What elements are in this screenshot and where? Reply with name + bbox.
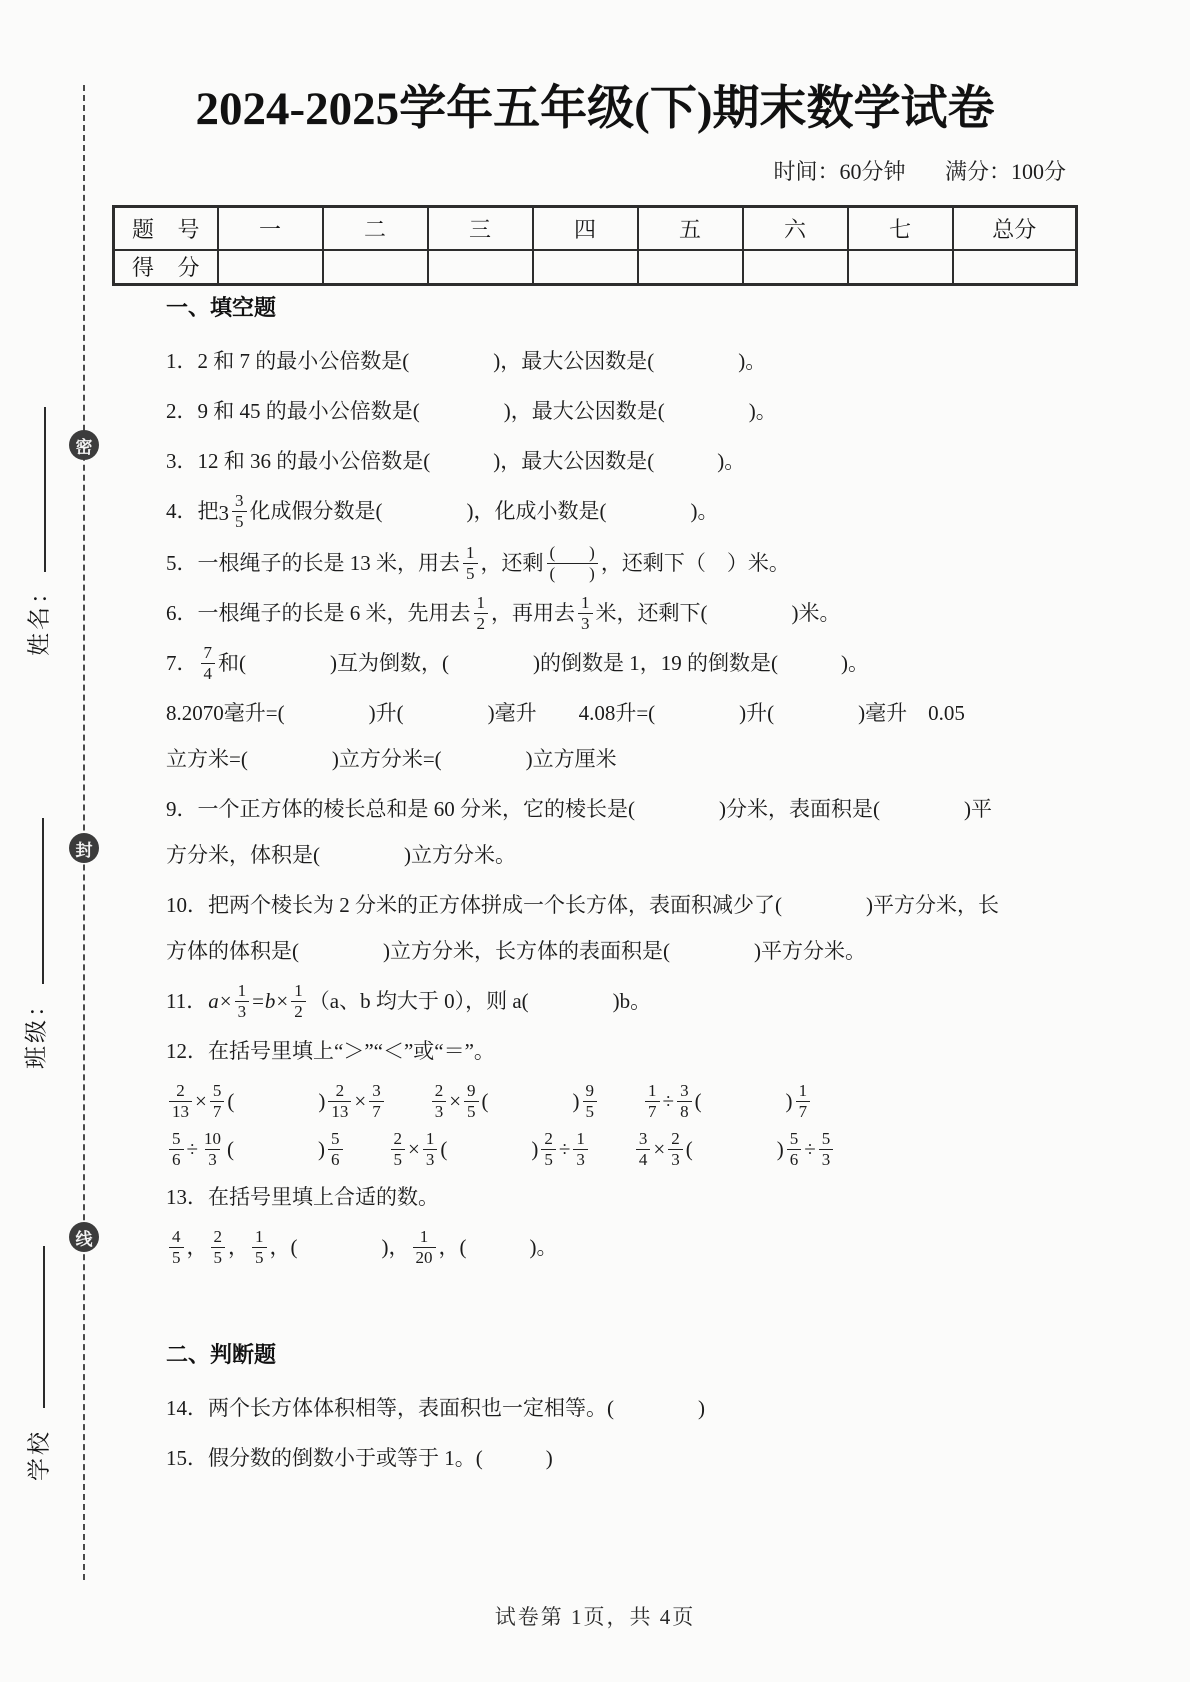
fraction: $\frac{5}{6}$ — [328, 1129, 343, 1170]
fraction: $\frac{1}{3}$ — [573, 1129, 588, 1170]
score-col-header: 一 — [218, 207, 323, 250]
score-table — [112, 205, 1078, 286]
seal-char-feng: 封 — [69, 833, 99, 863]
fraction: $\frac{1}{5}$ — [463, 543, 478, 584]
text-run: × — [219, 989, 232, 1014]
text-run: × — [408, 1137, 420, 1162]
fraction: $\frac{3}{7}$ — [369, 1081, 384, 1122]
question-13 — [166, 1174, 1070, 1220]
text-run: 米，还剩下( )米。 — [595, 601, 841, 626]
text-run: 1．2 和 7 的最小公倍数是( )，最大公因数是( )。 — [166, 349, 767, 373]
fraction: $\frac{3}{8}$ — [677, 1081, 692, 1122]
name-label: 姓名： — [26, 578, 52, 656]
text-run: ，再用去 — [491, 601, 575, 626]
full-score: 满分：100分 — [944, 159, 1066, 184]
text-run: = — [252, 989, 264, 1014]
text-run: 2．9 和 45 的最小公倍数是( )，最大公因数是( )。 — [166, 399, 777, 423]
text-run: 方分米，体积是( )立方分米。 — [166, 843, 516, 868]
score-col-header: 三 — [428, 207, 533, 250]
question-3 — [166, 438, 1070, 484]
fraction: $\frac{1}{3}$ — [235, 981, 250, 1022]
fraction: $\frac{3}{4}$ — [636, 1129, 651, 1170]
text-run: 化成假分数是( )，化成小数是( )。 — [249, 499, 719, 523]
text-run: （a、b 均大于 0），则 a( )b。 — [308, 989, 652, 1014]
fraction: $\frac{3}{5}$ — [232, 491, 247, 532]
text-run: 8.2070毫升=( )升( )毫升 4.08升=( )升( )毫升 0.05 — [166, 701, 965, 726]
fraction: $\frac{10}{3}$ — [204, 1128, 222, 1169]
question-6 — [166, 590, 1070, 636]
question-14 — [166, 1385, 1070, 1431]
text-run: ，还剩下（ ）米。 — [600, 551, 790, 576]
fraction: $\frac{1}{2}$ — [474, 593, 489, 634]
class-blank-line — [42, 818, 44, 984]
text-run: 和( )互为倒数，( )的倒数是 1，19 的倒数是( )。 — [218, 651, 869, 676]
score-cell — [323, 250, 428, 285]
fraction: $\frac{1}{2}$ — [291, 981, 306, 1022]
fraction: $\frac{9}{5}$ — [583, 1081, 598, 1122]
score-col-label: 题 号 — [114, 207, 218, 250]
school-label: 学校 — [26, 1429, 52, 1481]
mixed-number: 3 $\frac{3}{5}$ — [219, 490, 250, 536]
variable: b — [264, 989, 276, 1014]
fraction: $\frac{2}{13}$ — [169, 1081, 192, 1122]
fraction: $\frac{1}{7}$ — [796, 1081, 811, 1122]
question-5 — [166, 540, 1070, 586]
text-run: 7． — [166, 651, 198, 676]
question-7 — [166, 640, 1070, 686]
score-cell — [428, 250, 533, 285]
fraction: $\frac{2}{5}$ — [391, 1129, 406, 1170]
score-col-header: 五 — [638, 207, 743, 250]
question-15 — [166, 1435, 1070, 1481]
score-cell — [848, 250, 953, 285]
question-13-row — [166, 1224, 1070, 1270]
text-run: ( ) — [694, 1089, 793, 1114]
score-col-header: 总分 — [953, 207, 1077, 250]
text-run: 14．两个长方体体积相等，表面积也一定相等。( ) — [166, 1396, 705, 1421]
text-run: ÷ — [558, 1137, 571, 1162]
text-run: 3．12 和 36 的最小公倍数是( )，最大公因数是( )。 — [166, 449, 746, 473]
text-run: × — [653, 1137, 666, 1162]
text-run: ，( )， — [269, 1235, 410, 1260]
name-blank-line — [44, 407, 46, 572]
fraction: $\frac{1}{3}$ — [423, 1129, 438, 1170]
text-run: 15．假分数的倒数小于或等于 1。( ) — [166, 1446, 553, 1471]
score-cell — [533, 250, 638, 285]
page-footer: 试卷第 1页，共 4页 — [494, 1605, 696, 1629]
text-run: × — [195, 1089, 207, 1114]
question-10 — [166, 882, 1070, 974]
score-cell — [743, 250, 848, 285]
question-12-row-2 — [166, 1126, 1070, 1172]
section-heading-fill-in-blanks: 一、填空题 — [166, 295, 277, 320]
text-run: ( ) — [227, 1089, 326, 1114]
score-cell — [218, 250, 323, 285]
fraction: $\frac{5}{6}$ — [169, 1129, 184, 1170]
question-11 — [166, 978, 1070, 1024]
question-9 — [166, 786, 1070, 878]
text-run: 6．一根绳子的长是 6 米，先用去 — [166, 601, 471, 626]
fraction: $\frac{1}{20}$ — [413, 1227, 436, 1268]
text-run — [600, 1089, 642, 1113]
text-run — [346, 1137, 388, 1161]
score-cell — [638, 250, 743, 285]
text-run — [387, 1089, 429, 1113]
fraction: $\frac{4}{5}$ — [169, 1227, 184, 1268]
seal-char-mi: 密 — [69, 430, 99, 460]
class-label: 班级： — [23, 991, 49, 1069]
fraction: $\frac{2}{5}$ — [541, 1129, 556, 1170]
text-run: 立方米=( )立方分米=( )立方厘米 — [166, 747, 617, 772]
fraction: $\frac{5}{7}$ — [210, 1081, 225, 1122]
text-run: 4．把 — [166, 499, 219, 523]
text-run — [591, 1137, 633, 1161]
section-heading-true-false: 二、判断题 — [166, 1342, 277, 1368]
fraction: $\frac{1}{7}$ — [645, 1081, 660, 1122]
text-run: ( ) — [227, 1137, 326, 1162]
score-col-header: 二 — [323, 207, 428, 250]
fraction: $\frac{9}{5}$ — [464, 1081, 479, 1122]
question-12-row-1 — [166, 1078, 1070, 1124]
text-run: 10．把两个棱长为 2 分米的正方体拼成一个长方体，表面积减少了( )平方分米，长 — [166, 893, 999, 918]
text-run: × — [276, 989, 289, 1014]
fraction: $\frac{2}{5}$ — [211, 1227, 226, 1268]
text-run: 12．在括号里填上“＞”“＜”或“＝”。 — [166, 1039, 495, 1064]
score-col-header: 六 — [743, 207, 848, 250]
text-run: × — [449, 1089, 462, 1114]
fraction: $\frac{2}{3}$ — [668, 1129, 683, 1170]
question-1 — [166, 338, 1070, 384]
seal-char-xian: 线 — [69, 1222, 99, 1252]
fraction: $\frac{2}{3}$ — [432, 1081, 447, 1122]
fraction: $\frac{7}{4}$ — [201, 643, 216, 684]
fraction: $\frac{1}{3}$ — [578, 593, 593, 634]
score-row-label: 得 分 — [114, 250, 218, 285]
text-run: ，还剩 — [480, 551, 544, 576]
fraction: $\frac{1}{5}$ — [252, 1227, 267, 1268]
text-run: ÷ — [186, 1137, 199, 1162]
page-title: 2024-2025学年五年级(下)期末数学试卷 — [195, 83, 995, 135]
exam-meta — [112, 155, 1066, 186]
school-blank-line — [43, 1246, 45, 1408]
text-run: 9．一个正方体的棱长总和是 60 分米，它的棱长是( )分米，表面积是( )平 — [166, 797, 992, 822]
text-run: ( ) — [440, 1137, 539, 1162]
fraction: $\frac{5}{6}$ — [787, 1129, 802, 1170]
text-run: ，( )。 — [438, 1235, 558, 1260]
text-run: ( ) — [481, 1089, 580, 1114]
question-4 — [166, 488, 1070, 536]
fraction: $\frac{5}{3}$ — [819, 1129, 834, 1170]
score-header-row — [114, 207, 1077, 250]
text-run: 13．在括号里填上合适的数。 — [166, 1185, 439, 1210]
question-2 — [166, 388, 1070, 434]
question-12 — [166, 1028, 1070, 1074]
fraction: $\frac{( )}{( )}$ — [547, 543, 598, 584]
question-8 — [166, 690, 1070, 782]
text-run: ÷ — [662, 1089, 675, 1114]
text-run: ( ) — [685, 1137, 784, 1162]
score-value-row — [114, 250, 1077, 285]
text-run: 11． — [166, 989, 208, 1014]
text-run: ÷ — [804, 1137, 816, 1162]
score-col-header: 四 — [533, 207, 638, 250]
variable: a — [208, 989, 219, 1014]
fraction: $\frac{2}{13}$ — [328, 1081, 351, 1122]
score-cell — [953, 250, 1077, 285]
time-limit: 时间：60分钟 — [773, 159, 906, 184]
text-run: × — [354, 1089, 367, 1114]
score-col-header: 七 — [848, 207, 953, 250]
questions-area — [166, 291, 1070, 1485]
text-run: ， — [186, 1235, 208, 1260]
text-run: 5．一根绳子的长是 13 米，用去 — [166, 551, 460, 576]
text-run: 方体的体积是( )立方分米，长方体的表面积是( )平方分米。 — [166, 939, 866, 964]
text-run: ， — [228, 1235, 249, 1260]
